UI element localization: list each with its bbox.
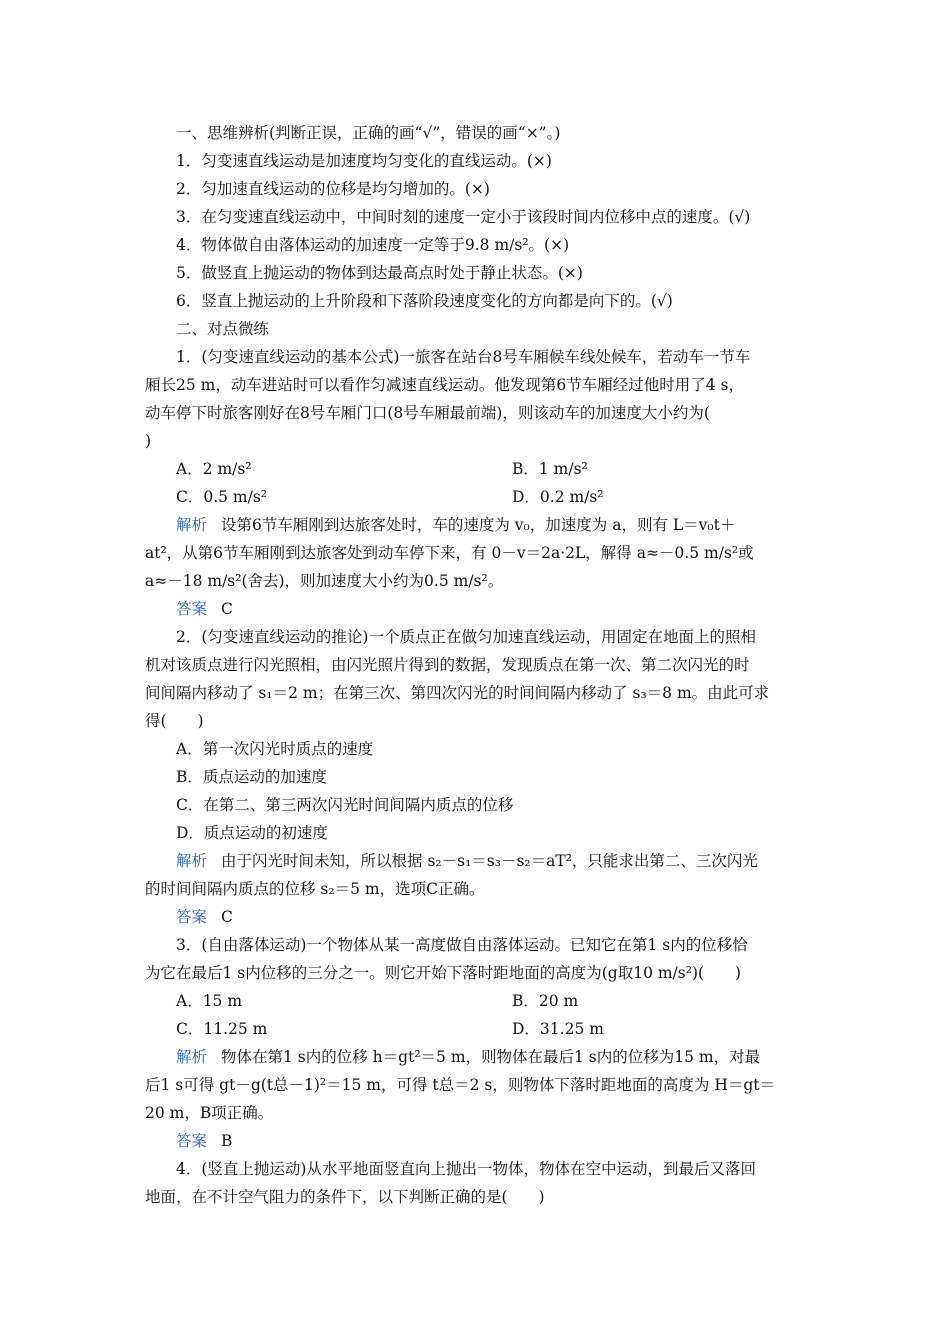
option-a: A．2 m/s² bbox=[176, 460, 252, 478]
analysis-label: 解析 bbox=[176, 1048, 208, 1066]
question-2-line: 得( ) bbox=[145, 712, 204, 730]
option-c: C．11.25 m bbox=[176, 1020, 268, 1038]
question-4-line: 地面，在不计空气阻力的条件下，以下判断正确的是( ) bbox=[145, 1188, 545, 1206]
option-d: D．0.2 m/s² bbox=[512, 488, 604, 506]
analysis-line: at²，从第6节车厢刚到达旅客处到动车停下来，有 0－v＝2a·2L，解得 a≈－0.5 m/s²或 bbox=[145, 544, 754, 562]
question-3-line: 3．(自由落体运动)一个物体从某一高度做自由落体运动。已知它在第1 s内的位移恰 bbox=[176, 936, 748, 954]
question-1-line: 1．(匀变速直线运动的基本公式)一旅客在站台8号车厢候车线处候车，若动车一节车 bbox=[176, 348, 751, 366]
option-b: B．20 m bbox=[512, 992, 579, 1010]
answer-label: 答案 bbox=[176, 1132, 208, 1150]
judgement-item: 6．竖直上抛运动的上升阶段和下落阶段速度变化的方向都是向下的。(√) bbox=[176, 292, 673, 310]
analysis-text: 物体在第1 s内的位移 h＝gt²＝5 m，则物体在最后1 s内的位移为15 m，对最 bbox=[221, 1048, 761, 1066]
answer-label: 答案 bbox=[176, 600, 208, 618]
option-b: B．1 m/s² bbox=[512, 460, 588, 478]
option-a: A．第一次闪光时质点的速度 bbox=[176, 740, 374, 758]
question-2-line: 间间隔内移动了 s₁＝2 m；在第三次、第四次闪光的时间间隔内移动了 s₃＝8 m。由此可求 bbox=[145, 684, 770, 702]
option-d: D．质点运动的初速度 bbox=[176, 824, 328, 842]
option-b: B．质点运动的加速度 bbox=[176, 768, 327, 786]
judgement-item: 4．物体做自由落体运动的加速度一定等于9.8 m/s²。(×) bbox=[176, 236, 570, 254]
analysis-label: 解析 bbox=[176, 516, 208, 534]
question-3-options-row bbox=[145, 1015, 810, 1043]
question-1-options-row bbox=[145, 455, 810, 483]
option-d: D．31.25 m bbox=[512, 1020, 604, 1038]
judgement-item: 2．匀加速直线运动的位移是均匀增加的。(×) bbox=[176, 180, 490, 198]
question-1-line: 厢长25 m，动车进站时可以看作匀减速直线运动。他发现第6节车厢经过他时用了4 s， bbox=[145, 376, 744, 394]
answer-line bbox=[145, 1127, 810, 1155]
question-1-options-row bbox=[145, 483, 810, 511]
answer-label: 答案 bbox=[176, 908, 208, 926]
analysis-line bbox=[145, 847, 810, 875]
question-3-options-row bbox=[145, 987, 810, 1015]
analysis-line bbox=[145, 1043, 810, 1071]
option-c: C．0.5 m/s² bbox=[176, 488, 268, 506]
analysis-line: a≈－18 m/s²(舍去)，则加速度大小约为0.5 m/s²。 bbox=[145, 572, 504, 590]
question-1-line: ) bbox=[145, 432, 152, 450]
option-a: A．15 m bbox=[176, 992, 243, 1010]
analysis-line: 后1 s可得 gt－g(t总－1)²＝15 m，可得 t总＝2 s，则物体下落时距地面的高度为 H＝gt＝ bbox=[145, 1076, 775, 1094]
analysis-label: 解析 bbox=[176, 852, 208, 870]
option-c: C．在第二、第三两次闪光时间间隔内质点的位移 bbox=[176, 796, 514, 814]
section2-title: 二、对点微练 bbox=[176, 320, 270, 338]
analysis-line bbox=[145, 511, 810, 539]
answer-value: B bbox=[221, 1132, 233, 1150]
question-2-line: 机对该质点进行闪光照相，由闪光照片得到的数据，发现质点在第一次、第二次闪光的时 bbox=[145, 656, 750, 674]
question-4-line: 4．(竖直上抛运动)从水平地面竖直向上抛出一物体，物体在空中运动，到最后又落回 bbox=[176, 1160, 756, 1178]
analysis-line: 20 m，B项正确。 bbox=[145, 1104, 274, 1122]
analysis-line: 的时间间隔内质点的位移 s₂＝5 m，选项C正确。 bbox=[145, 880, 485, 898]
question-2-line: 2．(匀变速直线运动的推论)一个质点正在做匀加速直线运动，用固定在地面上的照相 bbox=[176, 628, 756, 646]
answer-value: C bbox=[221, 908, 233, 926]
judgement-item: 5．做竖直上抛运动的物体到达最高点时处于静止状态。(×) bbox=[176, 264, 583, 282]
answer-value: C bbox=[221, 600, 233, 618]
document-body bbox=[145, 119, 810, 1211]
answer-line bbox=[145, 595, 810, 623]
question-3-line: 为它在最后1 s内位移的三分之一。则它开始下落时距地面的高度为(g取10 m/s²)( ) bbox=[145, 964, 742, 982]
judgement-item: 3．在匀变速直线运动中，中间时刻的速度一定小于该段时间内位移中点的速度。(√) bbox=[176, 208, 751, 226]
analysis-text: 由于闪光时间未知，所以根据 s₂－s₁＝s₃－s₂＝aT²，只能求出第二、三次闪光 bbox=[221, 852, 758, 870]
section1-title: 一、思维辨析(判断正误，正确的画“√”，错误的画“×”。) bbox=[176, 124, 561, 142]
analysis-text: 设第6节车厢刚到达旅客处时，车的速度为 v₀，加速度为 a，则有 L＝v₀t＋ bbox=[221, 516, 736, 534]
judgement-item: 1．匀变速直线运动是加速度均匀变化的直线运动。(×) bbox=[176, 152, 552, 170]
question-1-line: 动车停下时旅客刚好在8号车厢门口(8号车厢最前端)，则该动车的加速度大小约为( bbox=[145, 404, 710, 422]
answer-line bbox=[145, 903, 810, 931]
